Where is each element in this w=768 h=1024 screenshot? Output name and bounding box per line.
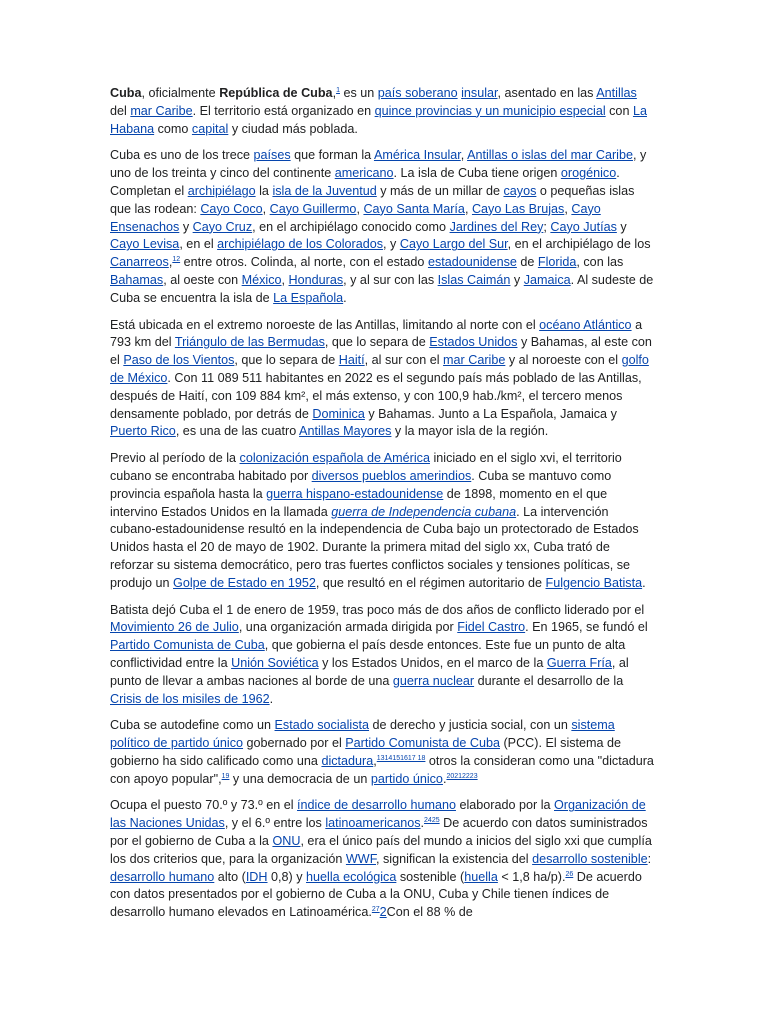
link[interactable]: Unión Soviética	[231, 655, 319, 670]
link[interactable]: Canarreos	[110, 255, 169, 270]
text: , que lo separa de	[234, 353, 339, 368]
text: o pequeñas islas que las rodean:	[110, 183, 635, 216]
text: Cuba se autodefine como un	[110, 718, 275, 733]
text: .	[269, 691, 274, 706]
link[interactable]: archipiélago de los Colorados	[217, 237, 384, 252]
text: , al sur con el	[364, 353, 444, 368]
text: .	[442, 771, 447, 786]
text: República de Cuba	[219, 86, 333, 100]
link[interactable]: Guerra Fría	[546, 655, 612, 670]
text: , una organización armada dirigida por	[238, 620, 458, 635]
link[interactable]: Antillas	[596, 86, 637, 100]
text: y Bahamas, al este con el	[110, 335, 652, 368]
text: y	[179, 219, 193, 234]
reference-link[interactable]: 20212223	[446, 772, 478, 780]
text: . Con 11 089 511 habitantes en 2022 es el segundo país más poblado de las Antillas, después de Haití, con 109 884 km², el más extenso, y con 100,9 hab./km², el tercero menos densamente poblado, por detrás de	[110, 370, 642, 421]
link[interactable]: WWF	[345, 851, 376, 866]
paragraph-government	[110, 717, 655, 788]
link[interactable]: La Española	[273, 290, 344, 305]
link[interactable]: Estado socialista	[274, 718, 370, 733]
text: es un	[339, 86, 378, 100]
text: como	[154, 121, 192, 136]
link[interactable]: Jardines del Rey	[449, 219, 544, 234]
paragraph-revolution	[110, 602, 655, 709]
link[interactable]: Bahamas	[110, 272, 164, 287]
link[interactable]: Cayo Las Brujas	[471, 201, 565, 216]
link[interactable]: 2	[379, 905, 387, 920]
text: , en el archipiélago conocido como	[252, 219, 450, 234]
text: ,	[332, 86, 337, 100]
link[interactable]: Movimiento 26 de Julio	[110, 620, 239, 635]
paragraph-geography	[110, 147, 655, 307]
text: , en el	[179, 237, 218, 252]
link[interactable]: océano Atlántico	[539, 317, 632, 332]
link[interactable]: ONU	[272, 834, 301, 849]
text: de derecho y justicia social, con un	[369, 718, 572, 733]
text: . Cuba se mantuvo como provincia española hasta la	[110, 468, 612, 501]
link[interactable]: Crisis de los misiles de 1962	[110, 691, 270, 706]
link[interactable]: Antillas o islas del mar Caribe	[467, 148, 633, 163]
link[interactable]: Cayo Largo del Sur	[399, 237, 508, 252]
text: entre otros. Colinda, al norte, con el estado	[180, 255, 428, 270]
reference-link[interactable]: 12	[172, 256, 181, 264]
link[interactable]: mar Caribe	[130, 103, 193, 118]
text: De acuerdo con datos suministrados por el gobierno de Cuba a la	[110, 816, 648, 849]
text: , y al sur con las	[343, 272, 438, 287]
link[interactable]: La Habana	[110, 103, 647, 136]
link[interactable]: sistema político de partido único	[110, 718, 615, 751]
text: . En 1965, se fundó el	[525, 620, 648, 635]
link[interactable]: diversos pueblos amerindios	[311, 468, 472, 483]
text: , que resultó en el régimen autoritario de	[315, 575, 546, 590]
text: < 1,8 ha/p).	[497, 869, 566, 884]
text: , al oeste con	[163, 272, 242, 287]
link[interactable]: capital	[191, 121, 229, 136]
text: sostenible (	[396, 869, 465, 884]
text: durante el desarrollo de la	[474, 673, 624, 688]
text: , oficialmente	[141, 86, 220, 100]
text: otros la consideran como una "dictadura con apoyo popular",	[110, 753, 654, 786]
link[interactable]: insular	[461, 86, 498, 100]
link[interactable]: partido único	[370, 771, 443, 786]
text: .	[420, 816, 425, 831]
link[interactable]: Golpe de Estado en 1952	[173, 575, 316, 590]
link[interactable]: Partido Comunista de Cuba	[345, 736, 500, 751]
text: y al noroeste con el	[505, 353, 622, 368]
text: , significan la existencia del	[376, 851, 533, 866]
link[interactable]: mar Caribe	[443, 353, 506, 368]
link[interactable]: Haití	[338, 353, 365, 368]
link[interactable]: América Insular	[373, 148, 461, 163]
link[interactable]: Puerto Rico	[110, 424, 176, 439]
text: ;	[543, 219, 551, 234]
paragraph-history	[110, 450, 655, 592]
text: y más de un millar de	[376, 183, 504, 198]
link[interactable]: Cayo Coco	[200, 201, 263, 216]
link[interactable]: golfo de México	[110, 353, 649, 385]
link[interactable]: Islas Caimán	[437, 272, 511, 287]
text: a 793 km del	[110, 317, 643, 350]
text: ,	[564, 201, 572, 216]
text: .	[642, 575, 646, 590]
text: , y el 6.º entre los	[224, 816, 326, 831]
text: :	[647, 851, 652, 866]
text: y una democracia de un	[229, 771, 371, 786]
link[interactable]: desarrollo humano	[110, 869, 215, 884]
link[interactable]: índice de desarrollo humano	[297, 798, 456, 813]
link[interactable]: Honduras	[288, 272, 344, 287]
text: 0,8) y	[267, 869, 307, 884]
text: . El territorio está organizado en	[192, 103, 375, 118]
text: ,	[460, 148, 468, 163]
text: . La isla de Cuba tiene origen	[393, 166, 561, 181]
link[interactable]: colonización española de América	[239, 451, 430, 466]
reference-link[interactable]: 1	[336, 87, 340, 94]
reference-link[interactable]: 1314151617 18	[376, 754, 426, 762]
link[interactable]: Estados Unidos	[429, 335, 518, 350]
text: Batista dejó Cuba el 1 de enero de 1959, tras poco más de dos años de conflicto liderado por el	[110, 602, 645, 617]
text: de 1898, momento en el que intervino Estados Unidos en la llamada	[110, 486, 608, 519]
link[interactable]: huella ecológica	[306, 869, 397, 884]
text: y	[510, 272, 524, 287]
link[interactable]: latinoamericanos	[325, 816, 421, 831]
text: gobernado por el	[243, 736, 346, 751]
link[interactable]: guerra nuclear	[392, 673, 475, 688]
link[interactable]: Cayo Santa María	[363, 201, 465, 216]
link[interactable]: dictadura	[321, 753, 374, 768]
link[interactable]: guerra hispano-estadounidense	[266, 486, 444, 501]
link[interactable]: Dominica	[312, 406, 365, 421]
text: Previo al período de la	[110, 451, 240, 466]
text: del	[110, 103, 131, 118]
paragraph-intro	[110, 85, 655, 138]
link[interactable]: países	[253, 148, 291, 163]
link[interactable]: orogénico	[560, 166, 617, 181]
text: ,	[464, 201, 472, 216]
text: con	[605, 103, 633, 118]
link[interactable]: Paso de los Vientos	[123, 353, 235, 368]
text: , al punto de llevar a ambas naciones al borde de una	[110, 655, 629, 688]
text: y ciudad más poblada.	[228, 121, 358, 136]
text: , con las	[576, 255, 624, 270]
text: Está ubicada en el extremo noroeste de las Antillas, limitando al norte con el	[110, 317, 540, 332]
link[interactable]: IDH	[245, 869, 268, 884]
text: ,	[281, 272, 289, 287]
text: , en el archipiélago de los	[507, 237, 651, 252]
link[interactable]: Organización de las Naciones Unidas	[110, 798, 646, 831]
link[interactable]: archipiélago	[187, 183, 256, 198]
reference-link[interactable]: 26	[565, 870, 574, 878]
link[interactable]: guerra de Independencia cubana	[331, 504, 517, 519]
text: y los Estados Unidos, en el marco de la	[318, 655, 547, 670]
text: De acuerdo con datos presentados por el gobierno de Cuba a la ONU, Cuba y Chile tienen índices de desarrollo humano elevados en Latinoamérica.	[110, 869, 642, 920]
text: ,	[373, 753, 377, 768]
link[interactable]: Florida	[537, 255, 577, 270]
text: la	[255, 183, 273, 198]
text: de	[516, 255, 538, 270]
article-body	[110, 85, 655, 931]
text: , y	[383, 237, 400, 252]
text: ,	[168, 255, 173, 270]
text: ,	[262, 201, 270, 216]
text: . La intervención cubano-estadounidense resultó en la independencia de Cuba bajo un protectorado de Estados Unidos hasta el 20 de mayo de 1902. Durante la primera mitad del siglo xx, Cuba trató de reforzar su sistema democrático, pero tras fuertes conflictos sociales y tensiones políticas, se produjo un	[110, 504, 639, 590]
text: y	[616, 219, 627, 234]
text: elaborado por la	[455, 798, 554, 813]
text: .	[343, 290, 347, 305]
link[interactable]: isla de la Juventud	[272, 183, 377, 198]
text: . Completan el	[110, 166, 620, 198]
paragraph-location	[110, 317, 655, 442]
link[interactable]: Cayo Guillermo	[269, 201, 357, 216]
link[interactable]: Partido Comunista de Cuba	[110, 638, 265, 653]
text: , asentado en las	[497, 86, 597, 100]
paragraph-development	[110, 797, 655, 922]
text: . Al sudeste de Cuba se encuentra la isla de	[110, 272, 654, 305]
link[interactable]: huella	[464, 869, 498, 884]
link[interactable]: estadounidense	[427, 255, 517, 270]
reference-link[interactable]: 2425	[424, 817, 440, 825]
link[interactable]: Cayo Levisa	[110, 237, 180, 252]
reference-link[interactable]: 19	[221, 772, 230, 780]
text: ,	[356, 201, 364, 216]
link[interactable]: Fulgencio Batista	[545, 575, 643, 590]
link[interactable]: Fidel Castro	[457, 620, 526, 635]
text: , es una de las cuatro	[175, 424, 300, 439]
link[interactable]: Triángulo de las Bermudas	[174, 335, 325, 350]
reference-link[interactable]: 27	[371, 906, 380, 914]
link[interactable]: americano	[334, 166, 394, 181]
text: , que gobierna el país desde entonces. Este fue un punto de alta conflictividad entre la	[110, 638, 626, 670]
text: iniciado en el siglo xvi, el territorio cubano se encontraba habitado por	[110, 451, 622, 483]
link[interactable]: Antillas Mayores	[299, 424, 392, 439]
link[interactable]: Jamaica	[523, 272, 571, 287]
text: y la mayor isla de la región.	[391, 424, 549, 439]
text: Cuba	[110, 86, 142, 100]
link[interactable]: cayos	[503, 183, 537, 198]
text: , era el único país del mundo a inicios del siglo xxi que cumplía los dos criterios que, para la organización	[110, 834, 652, 866]
text: Cuba es uno de los trece	[110, 148, 254, 163]
link[interactable]: país soberano	[377, 86, 458, 100]
text: Ocupa el puesto 70.º y 73.º en el	[110, 798, 298, 813]
link[interactable]: Cayo Ensenachos	[110, 201, 601, 234]
link[interactable]: Cayo Jutías	[550, 219, 617, 234]
text: Con el 88 % de	[386, 905, 473, 920]
text: alto (	[214, 869, 246, 884]
link[interactable]: quince provincias y un municipio especial	[374, 103, 606, 118]
text: y Bahamas. Junto a La Española, Jamaica y	[364, 406, 617, 421]
text: (PCC). El sistema de gobierno ha sido calificado como una	[110, 736, 622, 768]
text: , que lo separa de	[324, 335, 430, 350]
text: , y uno de los treinta y cinco del continente	[110, 148, 647, 181]
link[interactable]: Cayo Cruz	[192, 219, 253, 234]
text: que forman la	[290, 148, 374, 163]
link[interactable]: desarrollo sostenible	[532, 851, 648, 866]
link[interactable]: México	[241, 272, 282, 287]
